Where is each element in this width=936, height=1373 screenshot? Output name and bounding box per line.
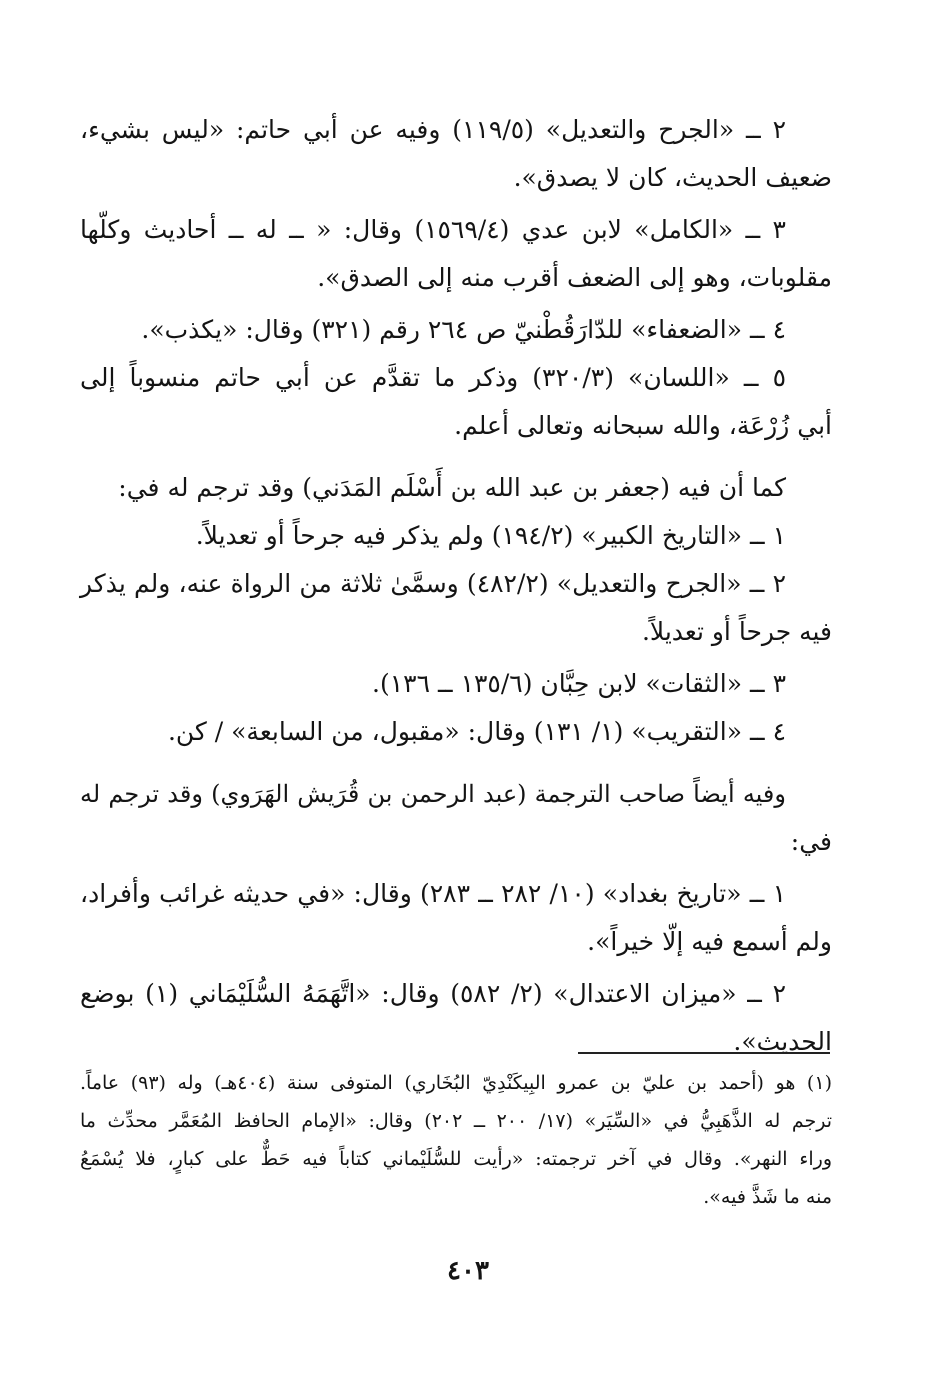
footnote-line: (١) هو (أحمد بن عليّ بن عمرو البِيكَنْدِيّ البُخَاري) المتوفى سنة (٤٠٤هـ) وله (٩٣) عاماً. (80, 1072, 832, 1094)
footnote-line: ترجم له الذَّهَبِيُّ في «السِّيَر» (١٧/ ٢٠٠ ــ ٢٠٢) وقال: «الإمام الحافظ المُعَمَّر محدِّث ما (80, 1110, 832, 1132)
footnote-line: وراء النهر». وقال في آخر ترجمته: «رأيت للسُّلَيْماني كتاباً فيه حَطٌّ على كبارٍ، فلا يُسْمَعُ (80, 1148, 832, 1170)
body-line: ١ ــ «تاريخ بغداد» (١٠/ ٢٨٢ ــ ٢٨٣) وقال: «في حديثه غرائب وأفراد، (80, 879, 786, 908)
body-line: أبي زُرْعَة، والله سبحانه وتعالى أعلم. (454, 411, 832, 440)
body-line: مقلوبات، وهو إلى الضعف أقرب منه إلى الصدق». (317, 263, 832, 292)
body-line: وفيه أيضاً صاحب الترجمة (عبد الرحمن بن قُرَيش الهَرَوي) وقد ترجم له (80, 780, 786, 808)
body-line: ضعيف الحديث، كان لا يصدق». (513, 163, 832, 192)
main-text (80, 106, 832, 1066)
footnote-line: منه ما شَذَّ فيه». (703, 1186, 832, 1208)
body-line: كما أن فيه (جعفر بن عبد الله بن أَسْلَم المَدَني) وقد ترجم له في: (118, 473, 786, 502)
page-number: ٤٠٣ (447, 1256, 489, 1286)
body-line: ٣ ــ «الثقات» لابن حِبَّان (١٣٥/٦ ــ ١٣٦). (372, 669, 786, 698)
body-line: ٣ ــ «الكامل» لابن عدي (١٥٦٩/٤) وقال: « ــ له ــ أحاديث وكلّها (80, 215, 786, 244)
body-line: ٥ ــ «اللسان» (٣٢٠/٣) وذكر ما تقدَّم عن أبي حاتم منسوباً إلى (80, 363, 786, 392)
body-line: ٢ ــ «الجرح والتعديل» (١١٩/٥) وفيه عن أبي حاتم: «ليس بشيء، (80, 115, 787, 144)
footnotes (80, 1064, 832, 1216)
body-line: ٢ ــ «الجرح والتعديل» (٤٨٢/٢) وسمَّىٰ ثلاثة من الرواة عنه، ولم يذكر (80, 569, 786, 598)
body-line: فيه جرحاً أو تعديلاً. (641, 617, 832, 646)
footnote-separator (578, 1052, 830, 1054)
body-line: ١ ــ «التاريخ الكبير» (١٩٤/٢) ولم يذكر فيه جرحاً أو تعديلاً. (195, 521, 786, 550)
body-line: في: (790, 827, 832, 856)
body-line: ولم أسمع فيه إلّا خيراً». (587, 927, 832, 956)
body-line: ٤ ــ «الضعفاء» للدّارَقُطْنيّ ص ٢٦٤ رقم (٣٢١) وقال: «يكذب». (141, 315, 786, 344)
body-line: ٢ ــ «ميزان الاعتدال» (٢/ ٥٨٢) وقال: «اتَّهَمَهُ السُّلَيْمَاني (١) بوضع (80, 979, 787, 1008)
body-line: ٤ ــ «التقريب» (١/ ١٣١) وقال: «مقبول، من السابعة» / كن. (167, 717, 786, 746)
body-line: الحديث». (733, 1027, 832, 1056)
